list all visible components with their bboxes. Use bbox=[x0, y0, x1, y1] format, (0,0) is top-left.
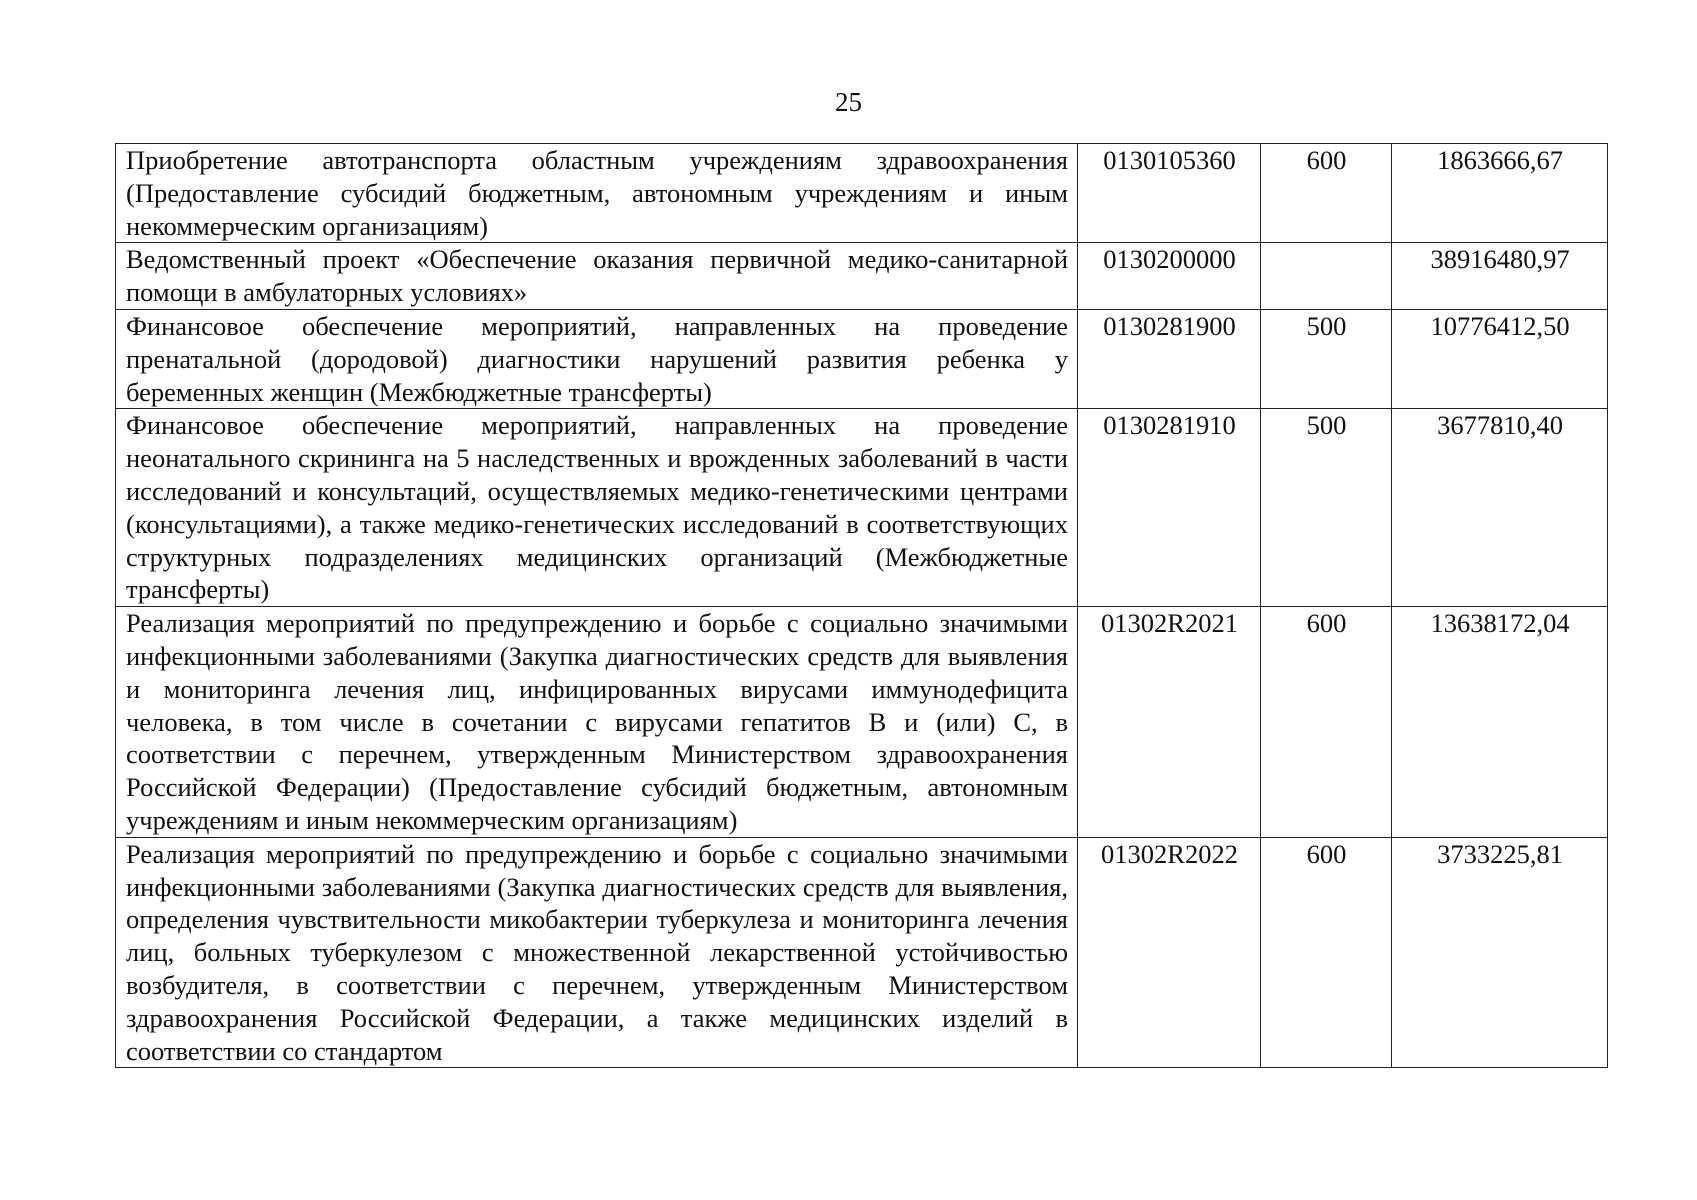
row-expense-type: 600 bbox=[1261, 837, 1392, 1068]
row-target-code: 0130105360 bbox=[1078, 144, 1261, 243]
row-expense-type: 600 bbox=[1261, 607, 1392, 838]
table-row bbox=[116, 607, 1608, 838]
row-expense-type: 500 bbox=[1261, 409, 1392, 607]
row-target-code: 0130281900 bbox=[1078, 309, 1261, 408]
row-amount: 13638172,04 bbox=[1392, 607, 1608, 838]
budget-table bbox=[115, 143, 1608, 1068]
row-amount: 1863666,67 bbox=[1392, 144, 1608, 243]
table-row bbox=[116, 837, 1608, 1068]
table-row bbox=[116, 409, 1608, 607]
row-amount: 3733225,81 bbox=[1392, 837, 1608, 1068]
row-target-code: 0130200000 bbox=[1078, 243, 1261, 310]
row-expense-type bbox=[1261, 243, 1392, 310]
row-description: Финансовое обеспечение мероприятий, направленных на проведение неонатального скрининга на 5 наследственных и врожденных заболеваний в части исследований и консультаций, осуществляемых медико-генетическими центрами (консультациями), а также медико-генетических исследований в соответствующих структурных подразделениях медицинских организаций (Межбюджетные трансферты) bbox=[116, 409, 1078, 607]
row-description: Реализация мероприятий по предупреждению и борьбе с социально значимыми инфекционными заболеваниями (Закупка диагностических средств для выявления и мониторинга лечения лиц, инфицированных вирусами иммунодефицита человека, в том числе в сочетании с вирусами гепатитов B и (или) C, в соответствии с перечнем, утвержденным Министерством здравоохранения Российской Федерации) (Предоставление субсидий бюджетным, автономным учреждениям и иным некоммерческим организациям) bbox=[116, 607, 1078, 838]
table-row bbox=[116, 309, 1608, 408]
row-description: Реализация мероприятий по предупреждению и борьбе с социально значимыми инфекционными заболеваниями (Закупка диагностических средств для выявления, определения чувствительности микобактерии туберкулеза и мониторинга лечения лиц, больных туберкулезом с множественной лекарственной устойчивостью возбудителя, в соответствии с перечнем, утвержденным Министерством здравоохранения Российской Федерации, а также медицинских изделий в соответствии со стандартом bbox=[116, 837, 1078, 1068]
row-expense-type: 500 bbox=[1261, 309, 1392, 408]
row-target-code: 0130281910 bbox=[1078, 409, 1261, 607]
row-amount: 10776412,50 bbox=[1392, 309, 1608, 408]
table-row bbox=[116, 243, 1608, 310]
row-description: Приобретение автотранспорта областным учреждениям здравоохранения (Предоставление субсидий бюджетным, автономным учреждениям и иным некоммерческим организациям) bbox=[116, 144, 1078, 243]
row-target-code: 01302R2022 bbox=[1078, 837, 1261, 1068]
row-description: Ведомственный проект «Обеспечение оказания первичной медико-санитарной помощи в амбулаторных условиях» bbox=[116, 243, 1078, 310]
table-row bbox=[116, 144, 1608, 243]
row-target-code: 01302R2021 bbox=[1078, 607, 1261, 838]
row-description: Финансовое обеспечение мероприятий, направленных на проведение пренатальной (дородовой) диагностики нарушений развития ребенка у беременных женщин (Межбюджетные трансферты) bbox=[116, 309, 1078, 408]
row-expense-type: 600 bbox=[1261, 144, 1392, 243]
row-amount: 3677810,40 bbox=[1392, 409, 1608, 607]
page-number: 25 bbox=[835, 87, 862, 117]
row-amount: 38916480,97 bbox=[1392, 243, 1608, 310]
